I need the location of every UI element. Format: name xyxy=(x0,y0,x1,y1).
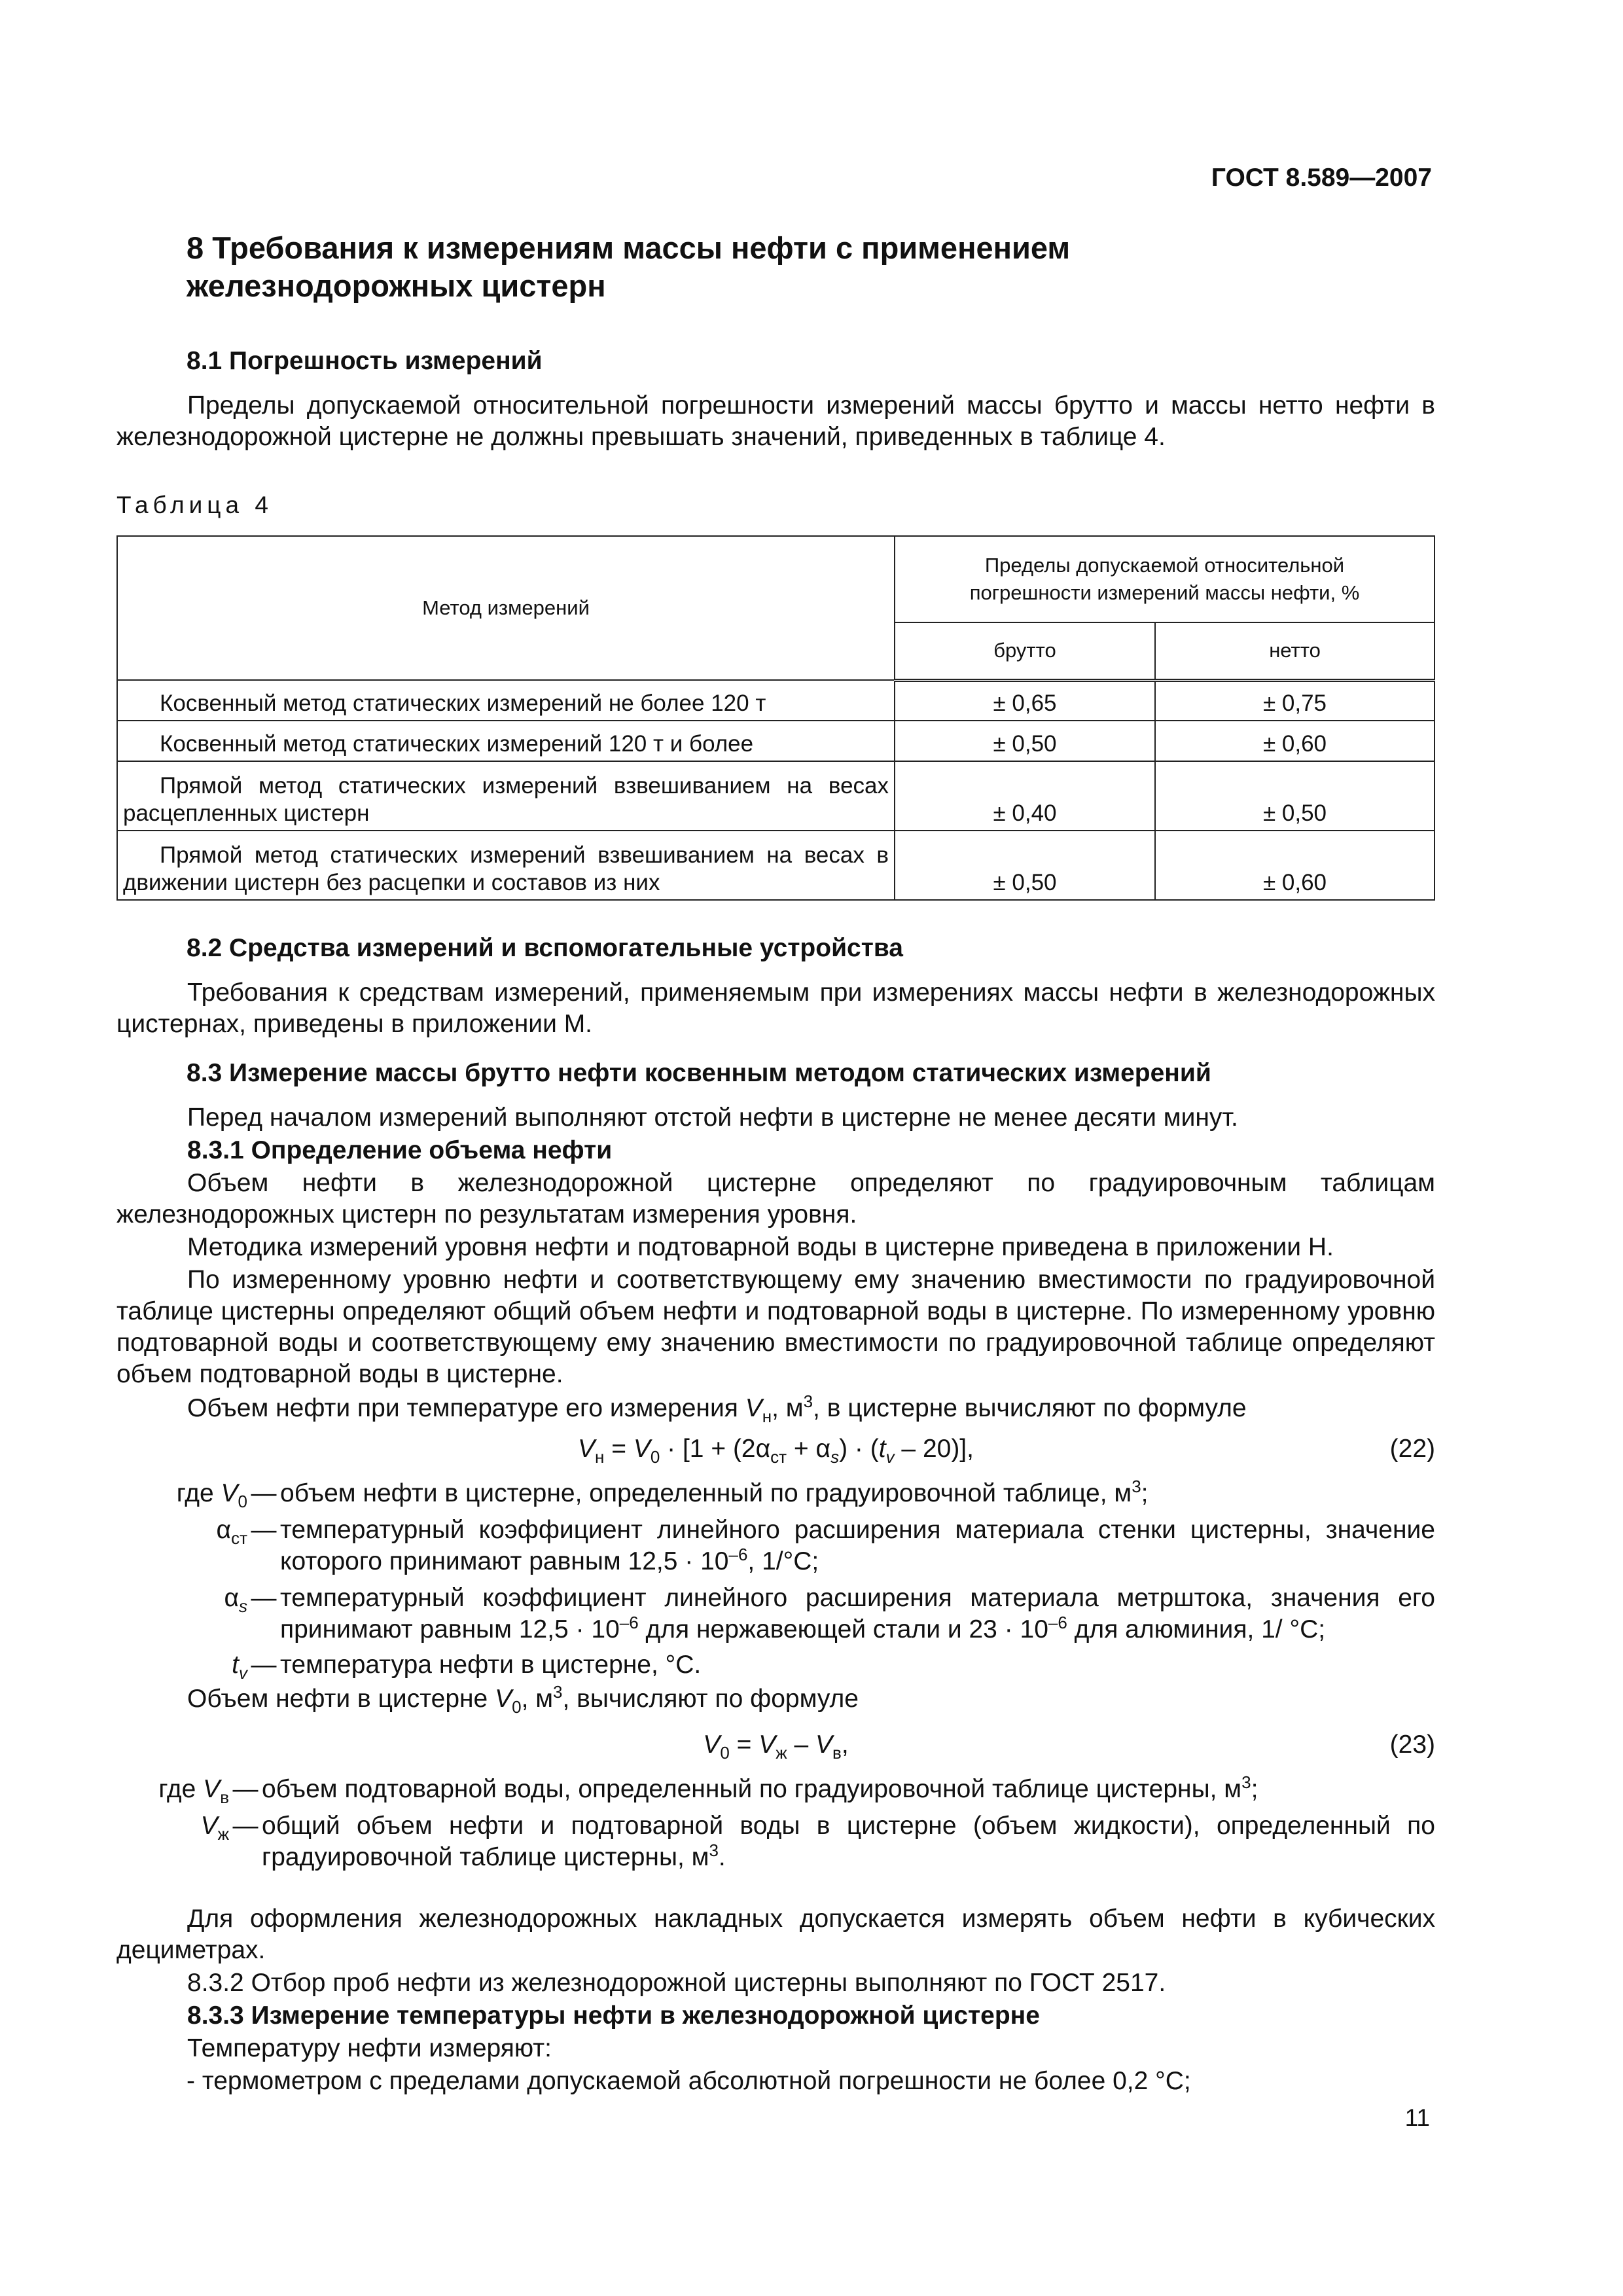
heading-8-3-1: 8.3.1 Определение объема нефти xyxy=(187,1136,613,1164)
heading-8-1: 8.1 Погрешность измерений xyxy=(187,347,543,375)
definition-vzh: $V_ж$ — общий объем нефти и подтоварной воды в цистерне (объем жидкости), определенный по градуировочной таблице цистерны, $м^3$. xyxy=(200,1812,1435,1871)
paragraph-formula-22-intro: Объем нефти при температуре его измерения $V_н$, $м^3$, в цистерне вычисляют по формуле xyxy=(187,1391,1247,1426)
definition-tv: $t_v$ — температура нефти в цистерне, °С. xyxy=(232,1651,702,1683)
cell-gross: ± 0,50 xyxy=(895,831,1155,900)
heading-8-3: 8.3 Измерение массы брутто нефти косвенным методом статических измерений xyxy=(187,1059,1211,1087)
paragraph-volume-tables: Объем нефти в железнодорожной цистерне определяют по градуировочным таблицам железнодорожных цистерн по результатам измерения уровня. xyxy=(116,1169,1435,1229)
cell-gross: ± 0,65 xyxy=(895,680,1155,721)
cell-method: Косвенный метод статических измерений 120 т и более xyxy=(117,721,895,761)
paragraph-8-3-intro: Перед началом измерений выполняют отстой нефти в цистерне не менее десяти минут. xyxy=(187,1103,1238,1132)
cell-net: ± 0,60 xyxy=(1155,831,1435,900)
formula-22-number: (22) xyxy=(1389,1435,1435,1463)
table-row xyxy=(117,761,1435,831)
cell-net: ± 0,50 xyxy=(1155,761,1435,831)
formula-23-number: (23) xyxy=(1389,1731,1435,1759)
paragraph-level-method: Методика измерений уровня нефти и подтоварной воды в цистерне приведена в приложении Н. xyxy=(187,1233,1334,1261)
cell-gross: ± 0,40 xyxy=(895,761,1155,831)
formula-23 xyxy=(116,1729,1435,1761)
paragraph-8-3-2: 8.3.2 Отбор проб нефти из железнодорожной цистерны выполняют по ГОСТ 2517. xyxy=(187,1969,1166,1997)
page-number: 11 xyxy=(1404,2104,1430,2131)
paragraph-8-1: Пределы допускаемой относительной погрешности измерений массы брутто и массы нетто нефти в железнодорожной цистерне не должны превышать значений, приведенных в таблице 4. xyxy=(116,391,1435,451)
paragraph-level-to-volume: По измеренному уровню нефти и соответствующему ему значению вместимости по градуировочной таблице цистерны определяют общий объем нефти и подтоварной воды в цистерне. По измеренному уровню подтоварной воды и соответствующему ему значению вместимости по градуировочной таблице определяют объем подтоварной воды в цистерне. xyxy=(116,1266,1435,1388)
table-4 xyxy=(116,535,1435,901)
table-caption: Таблица 4 xyxy=(116,492,273,518)
heading-8-3-3: 8.3.3 Измерение температуры нефти в железнодорожной цистерне xyxy=(187,2001,1040,2030)
definition-vv: где $V_в$ — объем подтоварной воды, определенный по градуировочной таблице цистерны, $м^3$; xyxy=(158,1772,1258,1807)
paragraph-cubic-decimeters: Для оформления железнодорожных накладных допускается измерять объем нефти в кубических дециметрах. xyxy=(116,1905,1435,1964)
table-row xyxy=(117,680,1435,721)
list-item-thermometer: - термометром с пределами допускаемой абсолютной погрешности не более 0,2 °С; xyxy=(187,2067,1191,2095)
paragraph-temperature-intro: Температуру нефти измеряют: xyxy=(187,2034,552,2062)
formula-22-expression: $V_н = V_0 \cdot [1 + (2\alpha_{ст} + \alpha_s) \cdot (t_v - 20)]$, xyxy=(578,1435,974,1467)
header-gross: брутто xyxy=(895,622,1155,680)
cell-method: Косвенный метод статических измерений не более 120 т xyxy=(117,680,895,721)
section-title xyxy=(187,229,1299,305)
paragraph-8-2: Требования к средствам измерений, применяемым при измерениях массы нефти в железнодорожных цистернах, приведены в приложении М. xyxy=(116,978,1435,1038)
formula-22 xyxy=(116,1433,1435,1465)
definition-alpha-st: $\alpha_{ст}$ — температурный коэффициент линейного расширения материала стенки цистерны, значение которого принимают равным $12,5 \cdot 10^{-6}$, 1/°С; xyxy=(216,1516,1435,1575)
cell-net: ± 0,60 xyxy=(1155,721,1435,761)
cell-method: Прямой метод статических измерений взвешиванием на весах расцепленных цистерн xyxy=(117,761,895,831)
formula-23-expression: $V_0 = V_ж - V_в$, xyxy=(703,1731,849,1763)
section-title-line2: железнодорожных цистерн xyxy=(187,268,606,303)
document-code: ГОСТ 8.589—2007 xyxy=(1211,164,1432,192)
paragraph-formula-23-intro: Объем нефти в цистерне $V_0$, $м^3$, вычисляют по формуле xyxy=(187,1682,859,1717)
heading-8-2: 8.2 Средства измерений и вспомогательные устройства xyxy=(187,934,903,962)
table-row xyxy=(117,721,1435,761)
cell-method: Прямой метод статических измерений взвешиванием на весах в движении цистерн без расцепки и составов из них xyxy=(117,831,895,900)
cell-net: ± 0,75 xyxy=(1155,680,1435,721)
definition-alpha-s: $\alpha_s$ — температурный коэффициент линейного расширения материала метрштока, значения его принимают равным $12,5 \cdot 10^{-6}$ для нержавеющей стали и $23 \cdot 10^{-6}$ для алюминия, 1/ °С; xyxy=(224,1584,1435,1643)
header-method: Метод измерений xyxy=(117,536,895,680)
header-net: нетто xyxy=(1155,622,1435,680)
section-title-line1: 8 Требования к измерениям массы нефти с применением xyxy=(187,230,1071,265)
definitions-formula-22 xyxy=(116,1478,1435,1681)
header-limits: Пределы допускаемой относительной погрешности измерений массы нефти, % xyxy=(895,536,1435,622)
table-row xyxy=(117,831,1435,900)
cell-gross: ± 0,50 xyxy=(895,721,1155,761)
definition-v0: где $V_0$ — объем нефти в цистерне, определенный по градуировочной таблице, $м^3$; xyxy=(176,1477,1149,1511)
definitions-formula-23 xyxy=(116,1774,1435,1873)
